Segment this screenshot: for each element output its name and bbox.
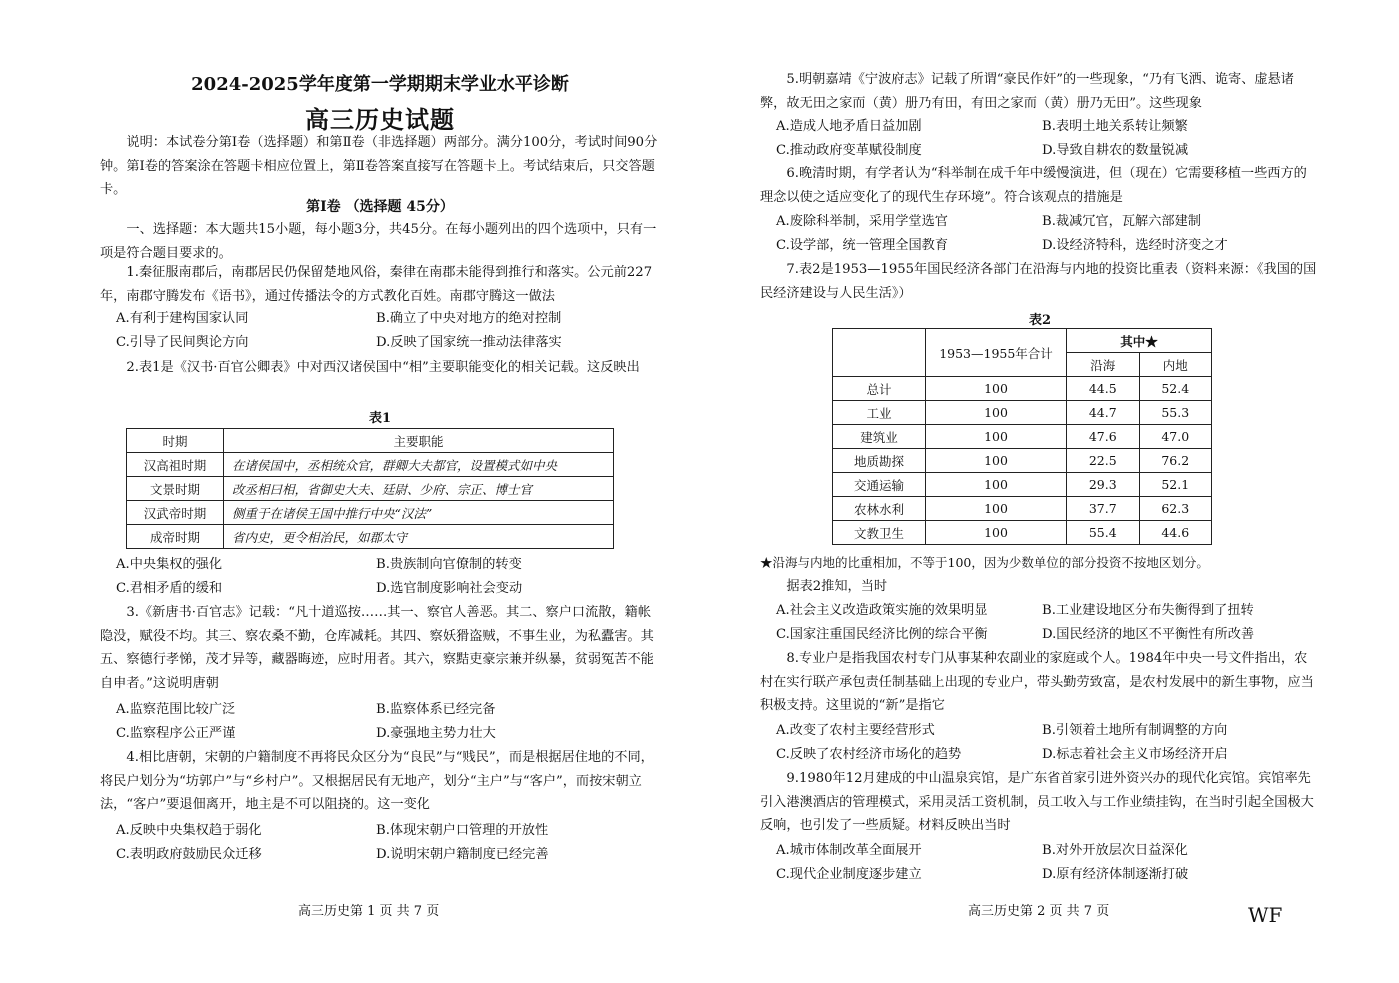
q6-option-d: D.设经济特科，选经时济变之才: [1042, 237, 1228, 253]
table-cell: 44.5: [1067, 377, 1140, 401]
table-header: 主要职能: [224, 429, 614, 453]
table-cell: 成帝时期: [127, 525, 224, 549]
q1-option-d: D.反映了国家统一推动法律落实: [376, 334, 562, 350]
table-cell: 47.6: [1067, 425, 1140, 449]
table-row: [833, 497, 1212, 521]
table-cell: 100: [926, 401, 1067, 425]
q4-option-c: C.表明政府鼓励民众迁移: [116, 846, 262, 862]
section-intro: 一、选择题：本大题共15小题，每小题3分，共45分。在每小题列出的四个选项中，只有一项是符合题目要求的。: [100, 222, 657, 261]
table-row: [833, 521, 1212, 545]
q3-stem: 3.《新唐书·百官志》记载：“凡十道巡按……其一、察官人善恶。其二、察户口流散，籍帐隐没，赋役不均。其三、察农桑不勤，仓库减耗。其四、察妖猾盗贼，不事生业，为私蠹害。其五、察德行孝悌，茂才异等，藏器晦迹，应时用者。其六，察黠吏豪宗兼并纵暴，贫弱冤苦不能自申者。”这说明唐朝: [100, 605, 654, 691]
q2-stem: 2.表1是《汉书·百官公卿表》中对西汉诸侯国中“相”主要职能变化的相关记载。这反映出: [126, 360, 640, 375]
table-cell: 在诸侯国中，丞相统众官，群卿大夫都官，设置模式如中央: [224, 453, 614, 477]
q9-option-c: C.现代企业制度逐步建立: [776, 866, 922, 882]
table-cell: 改丞相曰相，省御史大夫、廷尉、少府、宗正、博士官: [224, 477, 614, 501]
section-title: 第Ⅰ卷 （选择题 45分）: [306, 199, 454, 215]
q4-stem: 4.相比唐朝，宋朝的户籍制度不再将民众区分为“良民”与“贱民”，而是根据居住地的不同，将民户划分为“坊郭户”与“乡村户”。又根据居民有无地产，划分“主户”与“客户”，而按宋朝立法，“客户”要退佃离开，地主是不可以阻挠的。这一变化: [100, 750, 654, 812]
table-cell: 37.7: [1067, 497, 1140, 521]
q5-stem: 5.明朝嘉靖《宁波府志》记载了所谓“豪民作奸”的一些现象，“乃有飞洒、诡寄、虚悬诸弊，故无田之家而（黄）册乃有田，有田之家而（黄）册乃无田”。这些现象: [760, 72, 1294, 111]
table-cell: 侧重于在诸侯王国中推行中央“汉法”: [224, 501, 614, 525]
table-cell: 文景时期: [127, 477, 224, 501]
q9-option-d: D.原有经济体制逐渐打破: [1042, 866, 1189, 882]
q8-option-c: C.反映了农村经济市场化的趋势: [776, 746, 962, 762]
table-cell: 文教卫生: [833, 521, 926, 545]
table-header: 1953—1955年合计: [926, 329, 1067, 377]
table-row: [127, 453, 614, 477]
table-cell: 100: [926, 521, 1067, 545]
exam-subtitle: 高三历史试题: [305, 105, 455, 134]
q3-option-b: B.监察体系已经完备: [376, 702, 496, 717]
q2-option-c: C.君相矛盾的缓和: [116, 580, 223, 596]
table-cell: 44.6: [1139, 521, 1212, 545]
table-cell: 22.5: [1067, 449, 1140, 473]
q7-option-b: B.工业建设地区分布失衡得到了扭转: [1042, 603, 1254, 618]
corner-mark: WF: [1248, 903, 1283, 927]
q2-option-d: D.选官制度影响社会变动: [376, 580, 523, 596]
q9-stem: 9.1980年12月建成的中山温泉宾馆，是广东省首家引进外资兴办的现代化宾馆。宾馆率先引入港澳酒店的管理模式，采用灵活工资机制，员工收入与工作业绩挂钩，在当时引起全国极大反响，也引发了一些质疑。材料反映出当时: [760, 771, 1314, 833]
q9-option-b: B.对外开放层次日益深化: [1042, 843, 1188, 858]
q9-option-a: A.城市体制改革全面展开: [776, 843, 922, 858]
q5-option-b: B.表明土地关系转让频繁: [1042, 119, 1188, 134]
q5-option-c: C.推动政府变革赋役制度: [776, 142, 922, 158]
exam-title: 2024-2025学年度第一学期期末学业水平诊断: [191, 74, 569, 95]
q8-option-a: A.改变了农村主要经营形式: [776, 723, 935, 738]
q2-option-b: B.贵族制向官僚制的转变: [376, 557, 522, 572]
table-header-row: [833, 329, 1212, 353]
q7-option-d: D.国民经济的地区不平衡性有所改善: [1042, 626, 1255, 642]
table2-note: ★沿海与内地的比重相加，不等于100，因为少数单位的部分投资不按地区划分。: [760, 555, 1209, 570]
table-header: 时期: [127, 429, 224, 453]
q3-option-a: A.监察范围比较广泛: [116, 702, 236, 717]
table-row: [127, 525, 614, 549]
table-cell: 交通运输: [833, 473, 926, 497]
table-header: 沿海: [1067, 353, 1140, 377]
table-cell: 农林水利: [833, 497, 926, 521]
table-cell: 工业: [833, 401, 926, 425]
q1-option-b: B.确立了中央对地方的绝对控制: [376, 311, 562, 326]
q4-option-b: B.体现宋朝户口管理的开放性: [376, 823, 549, 838]
q5-option-a: A.造成人地矛盾日益加剧: [776, 119, 922, 134]
q7-stem: 7.表2是1953—1955年国民经济各部门在沿海与内地的投资比重表（资料来源：《我国的国民经济建设与人民生活》）: [760, 262, 1317, 301]
table1-caption: 表1: [368, 411, 392, 426]
table-cell: 汉高祖时期: [127, 453, 224, 477]
table2-caption: 表2: [1028, 313, 1052, 328]
table-row: [833, 449, 1212, 473]
q2-option-a: A.中央集权的强化: [116, 557, 223, 572]
table-header-row: [127, 429, 614, 453]
table1: [126, 428, 614, 549]
table-cell: 100: [926, 497, 1067, 521]
table-cell: 建筑业: [833, 425, 926, 449]
instructions: 说明：本试卷分第Ⅰ卷（选择题）和第Ⅱ卷（非选择题）两部分。满分100分，考试时间90分钟。第Ⅰ卷的答案涂在答题卡相应位置上，第Ⅱ卷答案直接写在答题卡上。考试结束后，只交答题卡。: [100, 135, 658, 197]
q7-option-c: C.国家注重国民经济比例的综合平衡: [776, 626, 988, 642]
q6-stem: 6.晚清时期，有学者认为“科举制在成千年中缓慢演进，但（现在）它需要移植一些西方的理念以使之适应变化了的现代生存环境”。符合该观点的措施是: [760, 166, 1307, 205]
table-cell: 省内史，更令相治民，如郡太守: [224, 525, 614, 549]
table-row: [127, 477, 614, 501]
q8-stem: 8.专业户是指我国农村专门从事某种农副业的家庭或个人。1984年中央一号文件指出，农村在实行联产承包责任制基础上出现的专业户，带头勤劳致富，是农村发展中的新生事物，应当积极支持。这里说的“新”是指它: [760, 651, 1314, 713]
table-cell: 汉武帝时期: [127, 501, 224, 525]
table-cell: 44.7: [1067, 401, 1140, 425]
page-1-footer: 高三历史第 1 页 共 7 页: [298, 904, 440, 919]
table-cell: 总计: [833, 377, 926, 401]
table-cell: 100: [926, 377, 1067, 401]
q7-option-a: A.社会主义改造政策实施的效果明显: [776, 603, 988, 618]
q7-ask: 据表2推知，当时: [786, 579, 888, 594]
table-row: [833, 473, 1212, 497]
q6-option-c: C.设学部，统一管理全国教育: [776, 237, 949, 253]
table-cell: 52.1: [1139, 473, 1212, 497]
q8-option-d: D.标志着社会主义市场经济开启: [1042, 746, 1228, 762]
q8-option-b: B.引领着土地所有制调整的方向: [1042, 723, 1228, 738]
table-row: [833, 401, 1212, 425]
q6-option-a: A.废除科举制，采用学堂选官: [776, 214, 948, 229]
table-cell: 55.4: [1067, 521, 1140, 545]
table-cell: 52.4: [1139, 377, 1212, 401]
table-cell: 100: [926, 449, 1067, 473]
table-row: [833, 377, 1212, 401]
table-cell: 100: [926, 473, 1067, 497]
q1-stem: 1.秦征服南郡后，南郡居民仍保留楚地风俗，秦律在南郡未能得到推行和落实。公元前227年，南郡守腾发布《语书》，通过传播法令的方式教化百姓。南郡守腾这一做法: [100, 265, 653, 304]
table-header: 其中★: [1067, 329, 1212, 353]
q4-option-a: A.反映中央集权趋于弱化: [116, 823, 262, 838]
q5-option-d: D.导致自耕农的数量锐减: [1042, 142, 1189, 158]
page-2-footer: 高三历史第 2 页 共 7 页: [968, 904, 1110, 919]
table-row: [127, 501, 614, 525]
table-cell: 100: [926, 425, 1067, 449]
q4-option-d: D.说明宋朝户籍制度已经完善: [376, 846, 549, 862]
table-corner-cell: [833, 329, 926, 377]
table-cell: 76.2: [1139, 449, 1212, 473]
table-cell: 29.3: [1067, 473, 1140, 497]
table-cell: 62.3: [1139, 497, 1212, 521]
table-row: [833, 425, 1212, 449]
q3-option-d: D.豪强地主势力壮大: [376, 725, 496, 741]
table-cell: 47.0: [1139, 425, 1212, 449]
q1-option-c: C.引导了民间舆论方向: [116, 334, 249, 350]
table-header: 内地: [1139, 353, 1212, 377]
q6-option-b: B.裁减冗官，瓦解六部建制: [1042, 214, 1201, 229]
q1-option-a: A.有利于建构国家认同: [116, 311, 249, 326]
table2: [832, 328, 1212, 545]
table-cell: 地质勘探: [833, 449, 926, 473]
q3-option-c: C.监察程序公正严谨: [116, 725, 236, 741]
table-cell: 55.3: [1139, 401, 1212, 425]
